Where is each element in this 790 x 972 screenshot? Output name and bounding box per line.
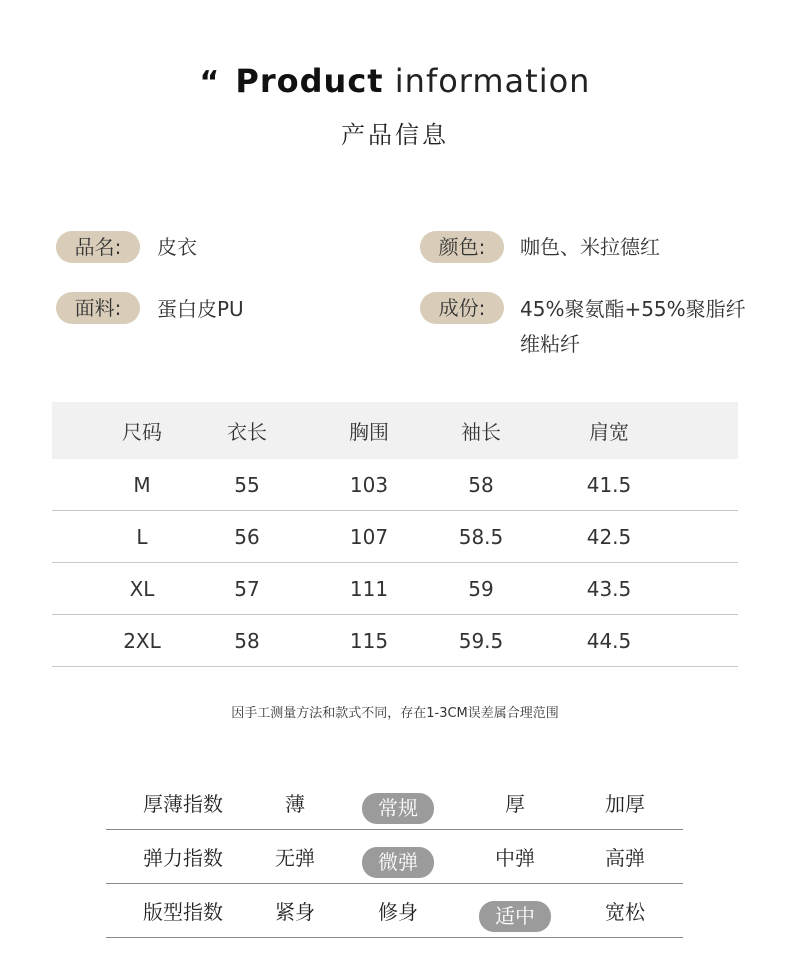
table-row (52, 615, 738, 667)
header-cell-shoulder: 肩宽 (589, 420, 629, 444)
table-cell: 55 (234, 472, 260, 497)
table-cell: 44.5 (586, 628, 632, 653)
index-option-text: 厚 (505, 792, 525, 816)
table-cell: 58.5 (458, 524, 504, 549)
composition-label-pill: 成份: (420, 292, 504, 324)
table-cell: 42.5 (586, 524, 632, 549)
table-cell: 59.5 (458, 628, 504, 653)
table-row (52, 459, 738, 511)
index-option (476, 830, 554, 883)
measurement-note: 因手工测量方法和款式不同，存在1-3CM误差属合理范围 (231, 706, 559, 721)
index-option (586, 776, 664, 829)
index-option (586, 884, 664, 937)
table-cell: L (136, 524, 148, 549)
selected-badge: 微弹 (362, 847, 434, 878)
fabric-value: 蛋白皮PU (157, 297, 244, 321)
color-label-pill: 颜色: (420, 231, 504, 263)
size-table-header (52, 402, 738, 459)
selected-badge: 适中 (479, 901, 551, 932)
table-cell: 107 (349, 524, 389, 549)
composition-value-line2: 维粘纤 (520, 332, 580, 356)
index-option (586, 830, 664, 883)
table-cell: 59 (468, 576, 494, 601)
table-cell: 56 (234, 524, 260, 549)
size-table (52, 402, 738, 667)
index-option-text: 加厚 (605, 792, 645, 816)
table-row (52, 563, 738, 615)
table-cell: 43.5 (586, 576, 632, 601)
table-cell: 115 (349, 628, 389, 653)
color-value: 咖色、米拉德红 (520, 235, 660, 259)
table-cell: 103 (349, 472, 389, 497)
index-option-text: 高弹 (605, 846, 645, 870)
index-row-fit (106, 884, 683, 938)
header-cell-chest: 胸围 (349, 420, 389, 444)
index-option (256, 884, 334, 937)
index-option-text: 宽松 (605, 900, 645, 924)
table-cell: M (133, 472, 151, 497)
quote-mark: “ (199, 65, 221, 100)
table-cell: 2XL (123, 628, 161, 653)
index-option-selected (359, 776, 437, 829)
name-value: 皮衣 (157, 235, 197, 259)
header-cell-length: 衣长 (227, 420, 267, 444)
index-option-text: 中弹 (495, 846, 535, 870)
table-cell: 58 (234, 628, 260, 653)
table-cell: 57 (234, 576, 260, 601)
section-title (0, 62, 790, 100)
index-option-text: 紧身 (275, 900, 315, 924)
index-option (256, 830, 334, 883)
index-row-elasticity (106, 830, 683, 884)
index-row-label: 弹力指数 (143, 846, 223, 870)
index-option-text: 修身 (378, 900, 418, 924)
fabric-label-pill: 面料: (56, 292, 140, 324)
name-label-pill: 品名: (56, 231, 140, 263)
index-option-selected (476, 884, 554, 937)
table-row (52, 511, 738, 563)
index-option (476, 776, 554, 829)
title-bold: Product (235, 62, 384, 100)
table-cell: XL (129, 576, 155, 601)
section-subtitle: 产品信息 (341, 121, 449, 149)
index-row-label: 厚薄指数 (143, 792, 223, 816)
index-option-text: 薄 (285, 792, 305, 816)
table-cell: 111 (349, 576, 389, 601)
table-cell: 41.5 (586, 472, 632, 497)
header-cell-sleeve: 袖长 (461, 420, 501, 444)
index-option (359, 884, 437, 937)
index-option-text: 无弹 (275, 846, 315, 870)
header-cell-size: 尺码 (122, 420, 162, 444)
index-option (256, 776, 334, 829)
index-table (106, 776, 683, 938)
title-light: information (394, 62, 591, 100)
selected-badge: 常规 (362, 793, 434, 824)
composition-value-line1: 45%聚氨酯+55%聚脂纤 (520, 297, 746, 321)
index-row-thickness (106, 776, 683, 830)
index-option-selected (359, 830, 437, 883)
table-cell: 58 (468, 472, 494, 497)
index-row-label: 版型指数 (143, 900, 223, 924)
